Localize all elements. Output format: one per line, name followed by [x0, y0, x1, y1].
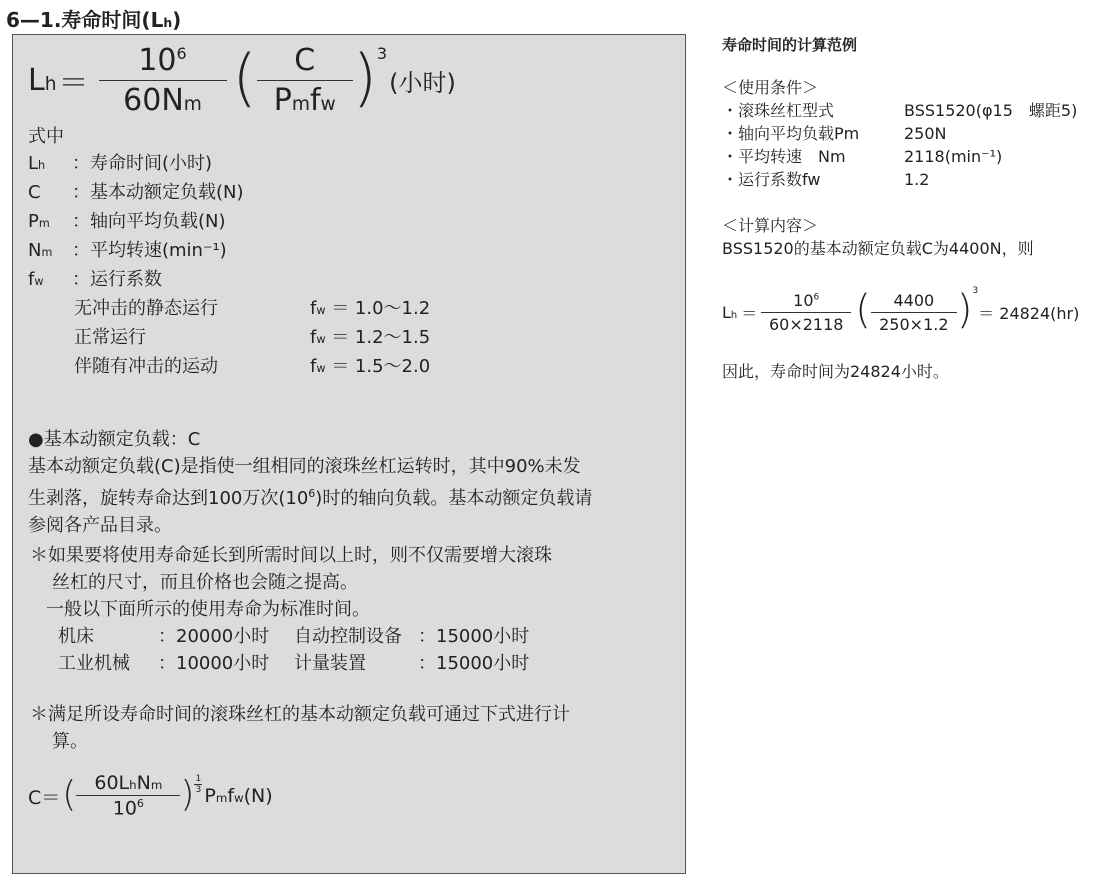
legend-item: fw ：运行系数 [28, 269, 162, 290]
legend-item: Lh ：寿命时间(小时) [28, 153, 213, 174]
note-line: ＊如果要将使用寿命延长到所需时间以上时，则不仅需要增大滚珠 [30, 545, 552, 566]
legend-item: C ：基本动额定负载(N) [28, 182, 244, 203]
load-formula-lhs: C＝ [28, 786, 61, 809]
example-result: ＝ 24824(hr) [978, 303, 1080, 323]
note-line: ＊满足所设寿命时间的滚珠丝杠的基本动额定负载可通过下式进行计 [30, 704, 570, 725]
calc-block [722, 214, 1112, 260]
condition-row: ・运行系数fw 1.2 [722, 170, 930, 189]
note-line: 一般以下面所示的使用寿命为标准时间。 [46, 599, 370, 620]
inner-fraction: $\frac{C}{\text{Pmfw}}$ [257, 43, 353, 118]
note-line: 丝杠的尺寸，而且价格也会随之提高。 [52, 572, 358, 593]
calc-heading: ＜计算内容＞ [722, 216, 819, 235]
example-lhs: Lh [722, 302, 738, 322]
legend-item: Pm ：轴向平均负载(N) [28, 211, 226, 232]
example-fraction: $\frac{10^6}{60\times 2118}$ [761, 291, 851, 334]
condition-row: ・轴向平均负载Pm 250N [722, 124, 947, 143]
right-paren: ) [352, 40, 377, 114]
standard-life-row: 机床 ：20000小时 自动控制设备 ：15000小时 [58, 626, 530, 647]
load-formula-tail: Pmfw(N) [204, 785, 273, 807]
basic-load-section [28, 426, 678, 539]
left-paren: ( [62, 773, 77, 815]
formula-unit: (小时) [389, 68, 456, 97]
basic-load-line: 生剥落，旋转寿命达到100万次$(10^6)$时的轴向负载。基本动额定负载请 [28, 487, 593, 509]
main-formula [28, 42, 456, 118]
example-power: 3 [972, 286, 979, 296]
right-paren: ) [956, 287, 973, 333]
load-formula-exponent: $\frac{1}{3}$ [195, 774, 202, 795]
basic-load-line: 基本动额定负载(C)是指使一组相同的滚珠丝杠运转时，其中90%未发 [28, 456, 581, 477]
formula-equals: ＝ [58, 66, 89, 101]
basic-load-heading: ●基本动额定负载：C [28, 429, 201, 450]
formula-fraction: $\frac{10^6}{60Nm}$ [99, 43, 227, 118]
factor-row: 正常运行 fw ＝ 1.2～1.5 [74, 327, 431, 348]
left-paren: ( [232, 40, 257, 114]
note-life-extension [30, 542, 680, 677]
basic-load-line: 参阅各产品目录。 [28, 515, 172, 536]
section-title: 6—1.寿命时间(Lh) [6, 8, 182, 32]
formula-lhs: Lh [28, 62, 57, 98]
right-paren: ) [180, 773, 195, 815]
left-paren: ( [855, 287, 871, 333]
example-inner-fraction: $\frac{4400}{250\times 1.2}$ [871, 291, 957, 334]
legend-item: Nm ：平均转速(min⁻¹) [28, 240, 227, 261]
conclusion: 因此，寿命时间为24824小时。 [722, 362, 949, 381]
note-load-calc [30, 701, 680, 755]
condition-row: ・滚珠丝杠型式 BSS1520(φ15 螺距5) [722, 101, 1078, 120]
example-title: 寿命时间的计算范例 [722, 36, 858, 54]
formula-power: 3 [376, 44, 388, 63]
load-formula [28, 766, 273, 826]
factor-row: 伴随有冲击的运动 fw ＝ 1.5～2.0 [74, 356, 431, 377]
example-equals: ＝ [741, 303, 758, 323]
standard-life-row: 工业机械 ：10000小时 计量装置 ：15000小时 [58, 653, 530, 674]
note-line: 算。 [52, 731, 88, 752]
load-formula-fraction: $\frac{\text{60LhNm}}{10^6}$ [76, 772, 180, 819]
legend-block [28, 123, 678, 382]
calc-line: BSS1520的基本动额定负载C为4400N，则 [722, 239, 1034, 258]
factor-row: 无冲击的静态运行 fw ＝ 1.0～1.2 [74, 298, 431, 319]
legend-heading: 式中 [28, 126, 64, 147]
conditions-heading: ＜使用条件＞ [722, 78, 819, 97]
conditions-block [722, 76, 1112, 191]
condition-row: ・平均转速 Nm 2118(min⁻¹) [722, 147, 1003, 166]
example-formula [722, 282, 1079, 342]
